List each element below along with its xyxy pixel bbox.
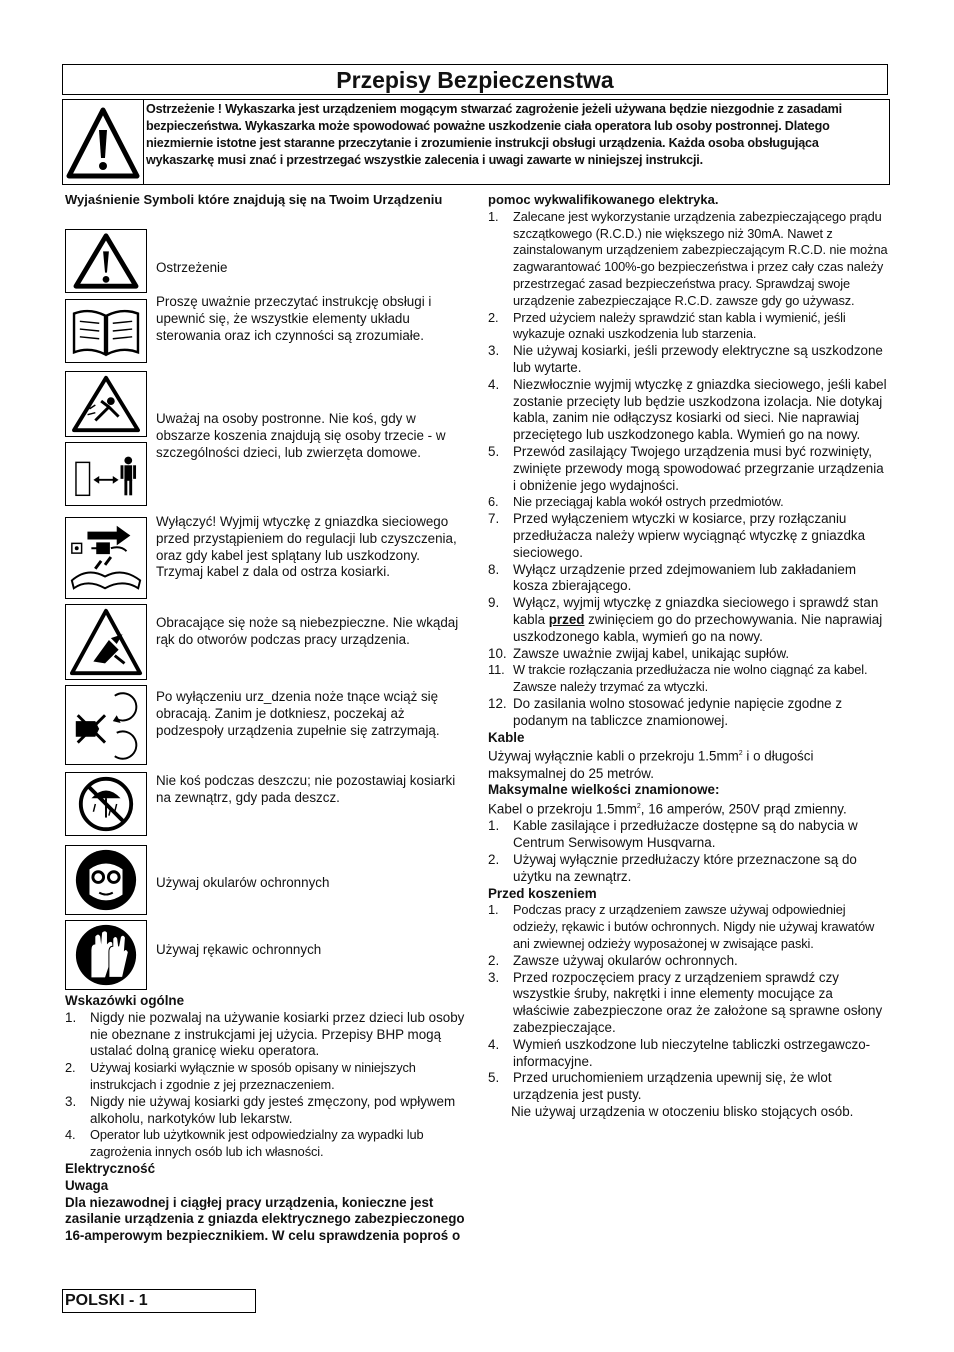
list-number: 7. — [488, 511, 500, 527]
list-number: 3. — [488, 969, 500, 985]
bystander-hazard-icon — [65, 371, 147, 437]
list-item — [65, 1010, 465, 1060]
list-text: Przed uruchomieniem urządzenia upewnij się, że wlot urządzenia jest pusty. — [513, 1070, 832, 1103]
list-text: Wyłącz urządzenie przed zdejmowaniem lub zakładaniem kosza zbierającego. — [513, 561, 856, 594]
general-section — [65, 993, 465, 1245]
list-number: 6. — [488, 494, 499, 510]
symbol-text: Obracające się noże są niebezpieczne. Nie wkądaj rąk do otworów podczas pracy urządzenia. — [156, 615, 459, 647]
list-item — [488, 662, 888, 696]
list-text: Operator lub użytkownik jest odpowiedzialny za wypadki lub zagrożenia innych osób lub ich własności. — [90, 1127, 424, 1160]
symbol-text: Proszę uważnie przeczytać instrukcję obsługi i upewnić się, że wszystkie elementy układu sterowania oraz ich czynności są zrozumiałe. — [156, 294, 432, 343]
list-number: 10. — [488, 645, 507, 661]
list-text: Zawsze uważnie zwijaj kabel, unikając supłów. — [513, 645, 790, 661]
list-item — [488, 511, 888, 561]
list-item — [488, 310, 888, 344]
cables-text-b: i o długości maksymalnej do 25 metrów. — [488, 748, 814, 781]
electric-note: Dla niezawodnej i ciągłej pracy urządzenia, konieczne jest zasilanie urządzenia z gniazda elektrycznego zabezpieczonego 16-amperowym bezpiecznikiem. W celu sprawdzenia poproś o — [65, 1194, 465, 1244]
list-text: Przed wyłączeniem wtyczki w kosiarce, przy rozłączaniu przedłużacza należy wpierw wyciągnąć wtyczkę z gniazdka sieciowego. — [513, 511, 866, 560]
list-number: 4. — [488, 376, 500, 392]
list-text: Nigdy nie używaj kosiarki gdy jesteś zmęczony, pod wpływem alkoholu, narkotyków lub lekarstw. — [90, 1093, 456, 1126]
electric-note-cont: pomoc wykwalifikowanego elektryka. — [488, 192, 719, 207]
list-text: Podczas pracy z urządzeniem zawsze używaj odpowiedniej odzieży, rękawic i butów ochronnych. Nigdy nie używaj krawatów ani zwiewnej odzieży wyposażonej w zwisające paski. — [513, 902, 875, 951]
cables-text-a: Używaj wyłącznie kabli o przekroju 1.5mm — [488, 748, 739, 764]
list-item — [488, 1070, 888, 1104]
list-item — [488, 494, 888, 511]
list-number: 11. — [488, 662, 505, 678]
ratings-text-b: , 16 amperów, 250V prąd zmienny. — [640, 801, 847, 817]
list-item — [488, 377, 888, 444]
ratings-heading: Maksymalne wielkości znamionowe: — [488, 782, 720, 798]
emphasis-text: przed — [548, 611, 585, 627]
list-text: Nie używaj kosiarki, jeśli przewody elektryczne są uszkodzone lub wytarte. — [513, 343, 883, 375]
warning-triangle-icon — [65, 229, 147, 293]
list-number: 2. — [488, 309, 499, 325]
list-number: 3. — [488, 343, 500, 359]
no-rain-icon — [65, 772, 147, 836]
list-text: Nigdy nie pozwalaj na używanie kosiarki przez dzieci lub osoby nie obeznane z instrukcjami jej użycia. Przepisy BHP mogą ustalać dolną granicę wieku operatora. — [90, 1009, 465, 1059]
warning-triangle-icon — [63, 100, 144, 184]
list-item — [488, 970, 888, 1037]
manual-book-icon — [65, 299, 147, 363]
list-number: 1. — [488, 902, 499, 918]
cables-text — [488, 746, 888, 782]
list-number: 1. — [488, 208, 499, 224]
page-footer: POLSKI - 1 — [62, 1289, 256, 1313]
before-heading: Przed koszeniem — [488, 885, 597, 901]
list-number: 3. — [65, 1093, 77, 1109]
list-number: 2. — [488, 952, 500, 968]
list-number: 5. — [488, 443, 500, 459]
list-text: Do zasilania wolno stosować jedynie napięcie zgodne z podanym na tabliczce znamionowej. — [513, 695, 843, 728]
blade-stop-icon — [65, 685, 147, 765]
superscript: 2 — [636, 803, 641, 811]
list-text: Używaj kosiarki wyłącznie w sposób opisany w niniejszych instrukcjach i zgodnie z jej przeznaczeniem. — [90, 1060, 416, 1092]
right-column — [488, 192, 888, 1121]
list-number: 8. — [488, 561, 500, 577]
list-item — [488, 902, 888, 952]
ratings-text-a: Kabel o przekroju 1.5mm — [488, 801, 637, 817]
symbols-heading: Wyjaśnienie Symboli które znajdują się na Twoim Urządzeniu — [65, 192, 443, 207]
list-text: zwinięciem go do przechowywania. Nie naprawiaj uszkodzonego kabla, wymień go na nowy. — [513, 611, 883, 644]
list-item — [488, 818, 888, 852]
list-item — [488, 953, 888, 970]
list-text: Niezwłocznie wyjmij wtyczkę z gniazdka sieciowego, jeśli kabel zostanie przecięty lub będzie uszkodzona izolacja. Nie dotykaj kabla, zanim nie odłączysz kosiarki od sieci. Nie naprawiaj przeciętego lub uszkodzonego kabla. Wymień go na nowy. — [513, 376, 887, 443]
symbol-text: Po wyłączeniu urz_dzenia noże tnące wciąż się obracają. Zanim je dotkniesz, poczekaj aż podzespoły urządzenia zupełnie się zatrzymają. — [156, 689, 440, 738]
list-item — [488, 562, 888, 596]
list-item — [488, 696, 888, 730]
list-text: Przewód zasilający Twojego urządzenia musi być rozwinięty, zwinięte przewody mogą spowodować przegrzanie urządzenia i obniżenie jego wydajności. — [513, 443, 884, 493]
list-text: Używaj wyłącznie przedłużaczy które przeznaczone są do użytku na zewnątrz. — [513, 852, 857, 884]
list-item — [488, 646, 888, 663]
symbol-text: Wyłączyć! Wyjmij wtyczkę z gniazdka sieciowego przed przystąpieniem do regulacji lub czyszczenia, oraz gdy kabel jest splątany lub uszkodzony. Trzymaj kabel z dala od ostrza kosiarki. — [156, 514, 457, 580]
general-heading: Wskazówki ogólne — [65, 993, 185, 1008]
list-item — [65, 1060, 465, 1094]
list-text: Nie przeciągaj kabla wokół ostrych przedmiotów. — [513, 494, 784, 510]
ratings-text — [488, 799, 888, 818]
list-item — [65, 1094, 465, 1128]
electric-heading: Elektryczność — [65, 1160, 156, 1176]
cables-heading: Kable — [488, 729, 525, 745]
left-column — [65, 192, 465, 209]
list-item — [488, 852, 888, 886]
gloves-icon — [65, 920, 147, 990]
symbol-text: Używaj rękawic ochronnych — [156, 942, 322, 957]
symbol-text: Nie koś podczas deszczu; nie pozostawiaj kosiarki na zewnątrz, gdy pada deszcz. — [156, 773, 456, 805]
list-text: Zawsze używaj okularów ochronnych. — [513, 952, 738, 968]
list-number: 1. — [65, 1009, 77, 1025]
symbol-text: Używaj okularów ochronnych — [156, 875, 330, 890]
goggles-icon — [65, 845, 147, 915]
list-number: 2. — [488, 852, 500, 868]
symbol-text: Ostrzeżenie — [156, 260, 228, 275]
list-item — [65, 1127, 465, 1161]
list-text: Kable zasilające i przedłużacze dostępne są do nabycia w Centrum Serwisowym Husqvarna. — [513, 818, 858, 851]
warning-text: Ostrzeżenie ! Wykaszarka jest urządzeniem mogącym stwarzać zagrożenie jeżeli używana będzie niezgodnie z zasadami bezpieczeństwa. Wykaszarka może spowodować poważne uszkodzenie ciała operatora lub osoby postronnej. Dlatego niezmiernie istotne jest staranne przeczytanie i zrozumienie instrukcji obsługi urządzenia. Każda osoba obsługująca wykaszarkę musi znać i przestrzegać wszystkie zalecenia i uwagi zawarte w niniejszej instrukcji. — [146, 102, 842, 167]
rotating-blade-icon — [65, 604, 147, 680]
list-number: 5. — [488, 1070, 500, 1086]
unplug-icon — [65, 517, 147, 599]
list-text: Przed rozpoczęciem pracy z urządzeniem sprawdź czy wszystkie śruby, nakrętki i inne elementy mocujące za właściwie zabezpieczone oraz że założone są sprawne osłony zabezpieczające. — [513, 969, 883, 1035]
list-text: Wyłącz, wyjmij wtyczkę z gniazdka sieciowego i sprawdź stan kabla — [513, 595, 879, 627]
list-number: 12. — [488, 695, 507, 711]
list-number: 2. — [65, 1060, 76, 1076]
list-item — [488, 444, 888, 494]
list-item — [488, 209, 888, 310]
before-tail: Nie używaj urządzenia w otoczeniu blisko stojących osób. — [511, 1103, 854, 1119]
symbol-text: Uważaj na osoby postronne. Nie koś, gdy w obszarze koszenia znajdują się osoby trzecie - w szczególności dzieci, lub zwierzęta domowe. — [156, 411, 446, 460]
page-title: Przepisy Bezpieczenstwa — [62, 64, 888, 95]
note-heading: Uwaga — [65, 1177, 109, 1193]
list-number: 4. — [488, 1036, 500, 1052]
list-item — [488, 1037, 888, 1071]
list-text: W trakcie rozłączania przedłużacza nie wolno ciągnąć za kabel. Zawsze należy trzymać za wtyczki. — [513, 662, 868, 695]
list-item — [488, 343, 888, 377]
list-text: Wymień uszkodzone lub nieczytelne tabliczki ostrzegawczo-informacyjne. — [513, 1036, 871, 1069]
warning-box — [62, 99, 890, 185]
list-text: Zalecane jest wykorzystanie urządzenia zabezpieczającego prądu szczątkowego (R.C.D.) nie większego niż 30mA. Nawet z zainstalowanym urządzeniem zabezpieczającym R.C.D. nie można zagwarantować 100%-go bezpieczeństwa i przez cały czas należy przestrzegać zasad bezpieczeństwa pracy. Sprawdzaj swoje urządzenie zabezpieczające R.C.D. zawsze gdy go używasz. — [513, 208, 888, 308]
safe-distance-icon — [65, 442, 147, 506]
list-number: 1. — [488, 818, 500, 834]
list-text: Przed użyciem należy sprawdzić stan kabla i wymienić, jeśli wykazuje oznaki uszkodzenia lub starzenia. — [513, 309, 846, 342]
list-number: 9. — [488, 595, 500, 611]
superscript: 2 — [738, 750, 743, 758]
list-number: 4. — [65, 1127, 76, 1143]
list-item — [488, 595, 888, 645]
